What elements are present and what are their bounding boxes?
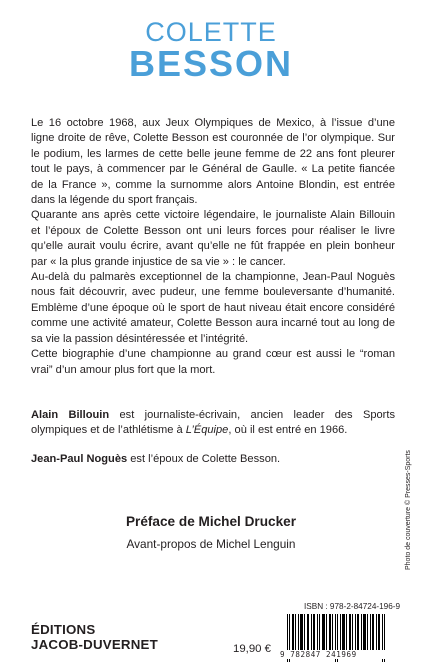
author-name-billouin: Alain Billouin bbox=[31, 409, 110, 421]
author-bio-nogues bbox=[31, 452, 395, 467]
publisher-line-2: JACOB-DUVERNET bbox=[31, 637, 158, 652]
publisher-logo bbox=[31, 622, 158, 652]
author-bios bbox=[31, 408, 395, 480]
foreword-credit: Avant-propos de Michel Lenguin bbox=[126, 537, 296, 551]
author-name-nogues: Jean-Paul Noguès bbox=[31, 452, 128, 465]
title-first-name: COLETTE bbox=[145, 17, 277, 47]
author-bio-text-a: est journaliste-écrivain, ancien leader des Sports olympiques et de l’athlétisme à bbox=[31, 409, 396, 437]
author-bio-billouin bbox=[31, 408, 395, 439]
blurb-paragraph-4: Cette biographie d’une championne au grand cœur est aussi le “roman vrai” d’un amour plus fort que la mort. bbox=[31, 348, 395, 376]
author-bio-text-b: , où il est entré en 1966. bbox=[228, 424, 348, 437]
isbn-label: ISBN : 978-2-84724-196-9 bbox=[304, 602, 401, 611]
preface-credit: Préface de Michel Drucker bbox=[125, 514, 296, 529]
publisher-line-1: ÉDITIONS bbox=[31, 622, 96, 637]
blurb-paragraph-1: Le 16 octobre 1968, aux Jeux Olympiques de Mexico, à l’issue d’une ligne droite de rêve, Colette Besson est couronnée de l’or olympique. Sur le podium, les larmes de cette belle jeune femme de 22 ans font pleurer tout le pays, à commencer par le Général de Gaulle. « La petite fiancée de la France », comme la surnomme alors Antoine Blondin, est entrée dans la légende du sport français. bbox=[31, 117, 395, 207]
publication-name: L’Équipe bbox=[185, 424, 229, 437]
book-title bbox=[0, 18, 422, 82]
photo-credit: Photo de couverture © Presses-Sports bbox=[405, 450, 412, 570]
blurb-paragraph-2: Quarante ans après cette victoire légendaire, le journaliste Alain Billouin et l’époux de Colette Besson ont uni leurs forces pour réaliser le livre qu’elle aurait voulu écrire, avant qu’elle ne fût frappée en plein bonheur par « la plus grande injustice de sa vie » : le cancer. bbox=[31, 209, 395, 268]
barcode-digits: 9 782847 241969 bbox=[280, 650, 396, 659]
title-last-name: BESSON bbox=[128, 43, 294, 84]
price: 19,90 € bbox=[233, 643, 272, 655]
author-bio-nogues-text: est l’époux de Colette Besson. bbox=[127, 452, 281, 465]
preface-block bbox=[0, 513, 422, 551]
back-cover-blurb bbox=[31, 116, 395, 378]
blurb-paragraph-3: Au-delà du palmarès exceptionnel de la championne, Jean-Paul Noguès nous fait découvrir, avec pudeur, une femme bouleversante d’humanité. Emblème d’une époque où le sport de haut niveau était encore considéré comme une activité amateur, Colette Besson aura incarné tout au long de sa vie la passion désintéressée et l’intégrité. bbox=[31, 271, 395, 345]
